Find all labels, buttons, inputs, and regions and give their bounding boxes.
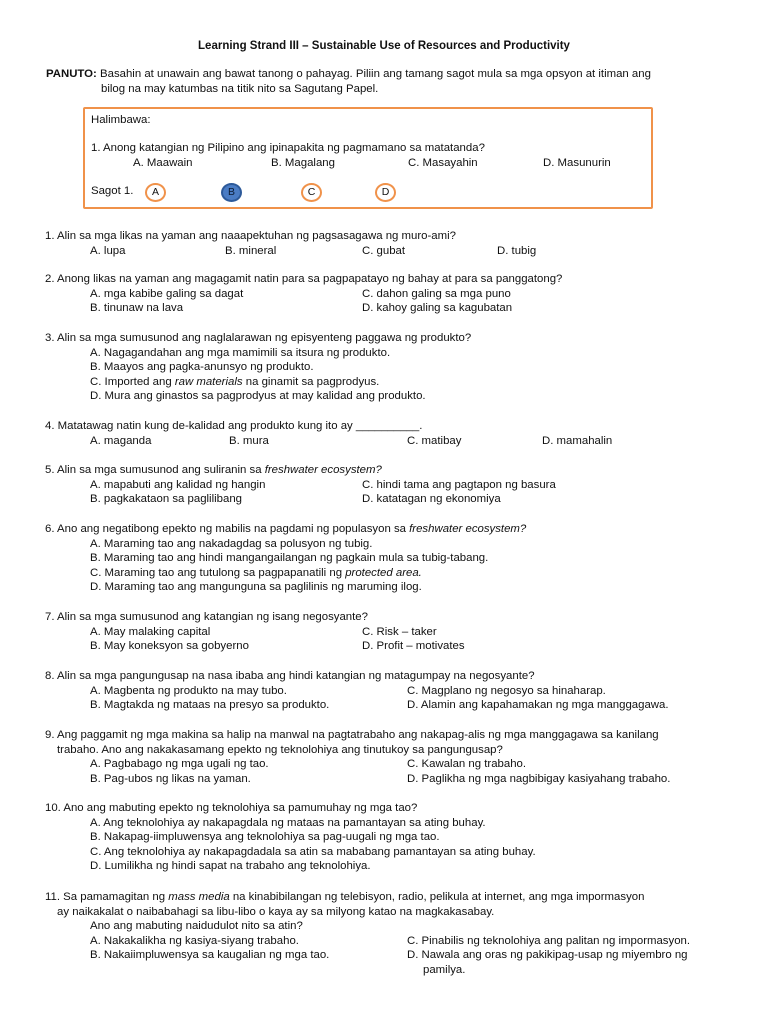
question-7 [45, 610, 735, 654]
option-d: D. kahoy galing sa kagubatan [362, 302, 513, 314]
option-a: A. Pagbabago ng mga ugali ng tao. [90, 758, 269, 770]
example-box [83, 107, 653, 209]
question-2 [45, 272, 735, 316]
question-8 [45, 669, 735, 713]
example-option-d: D. Masunurin [543, 157, 611, 169]
instructions-line-2: bilog na may katumbas na titik nito sa Sagutang Papel. [101, 83, 379, 95]
option-a: A. mapabuti ang kalidad ng hangin [90, 478, 266, 491]
option-b: B. Magtakda ng mataas na presyo sa produkto. [90, 699, 330, 711]
answer-bubble-d: D [375, 183, 396, 202]
question-1 [45, 229, 735, 258]
option-b: B. mineral [225, 244, 277, 257]
option-d: D. katatagan ng ekonomiya [362, 493, 501, 505]
question-stem: 11. Sa pamamagitan ng mass media na kinabibilangan ng telebisyon, radio, pelikula at internet, ang mga impormasyon [45, 891, 645, 903]
option-b: B. Nakapag-iimpluwensya ang teknolohiya sa pag-uugali ng mga tao. [90, 831, 440, 843]
question-stem: 6. Ano ang negatibong epekto ng mabilis na pagdami ng populasyon sa freshwater ecosystem? [45, 523, 527, 535]
example-option-b: B. Magalang [271, 157, 335, 169]
option-c: C. matibay [407, 434, 462, 447]
option-a: A. mga kabibe galing sa dagat [90, 287, 244, 300]
option-b: B. pagkakataon sa paglilibang [90, 493, 242, 505]
option-d: D. Lumilikha ng hindi sapat na trabaho ang teknolohiya. [90, 860, 371, 872]
question-stem: 1. Alin sa mga likas na yaman ang naaapektuhan ng pagsasagawa ng muro-ami? [45, 230, 456, 242]
option-d: D. tubig [497, 244, 537, 257]
question-stem-cont: ay naikakalat o naibabahagi sa libu-libo o kaya ay sa milyong katao na magkakasabay. [57, 905, 495, 918]
question-stem: 2. Anong likas na yaman ang magagamit natin para sa pagpapatayo ng bahay at para sa panggatong? [45, 273, 563, 285]
option-a: A. Nakakalikha ng kasiya-siyang trabaho. [90, 934, 299, 947]
example-option-a: A. Maawain [133, 157, 193, 169]
option-d: D. Mura ang ginastos sa pagprodyus at may kalidad ang produkto. [90, 390, 426, 402]
option-a: A. Magbenta ng produkto na may tubo. [90, 684, 287, 697]
option-d: D. Paglikha ng mga nagbibigay kasiyahang trabaho. [407, 772, 671, 785]
question-stem: 3. Alin sa mga sumusunod ang naglalarawan ng episyenteng paggawa ng produkto? [45, 332, 472, 344]
option-d: D. Maraming tao ang mangunguna sa paglilinis ng maruming ilog. [90, 581, 422, 593]
option-d: D. mamahalin [542, 434, 613, 447]
question-stem-sub: Ano ang mabuting naidudulot nito sa atin? [90, 920, 303, 932]
option-b: B. mura [229, 434, 269, 447]
option-c: C. gubat [362, 244, 406, 257]
option-b: B. Nakaiimpluwensya sa kaugalian ng mga tao. [90, 949, 330, 961]
question-stem: 9. Ang paggamit ng mga makina sa halip na manwal na pagtatrabaho ang nakapag-alis ng mga manggagawa sa kanilang [45, 729, 659, 741]
option-a: A. Maraming tao ang nakadagdag sa polusyon ng tubig. [90, 537, 373, 550]
question-5 [45, 463, 735, 507]
question-stem: 5. Alin sa mga sumusunod ang suliranin sa freshwater ecosystem? [45, 464, 382, 476]
example-question: 1. Anong katangian ng Pilipino ang ipinapakita ng pagmamano sa matatanda? [91, 142, 485, 154]
option-b: B. tinunaw na lava [90, 302, 184, 314]
option-c: C. Pinabilis ng teknolohiya ang palitan ng impormasyon. [407, 934, 691, 947]
option-b: B. May koneksyon sa gobyerno [90, 640, 249, 652]
option-c: C. Ang teknolohiya ay nakapagdadala sa atin sa mababang pamantayan sa ating buhay. [90, 845, 536, 858]
question-11 [45, 890, 735, 977]
answer-bubble-a: A [145, 183, 166, 202]
instructions [46, 67, 726, 97]
question-9 [45, 728, 735, 786]
option-d: D. Profit – motivates [362, 640, 465, 652]
example-option-c: C. Masayahin [408, 157, 478, 169]
option-c: C. Maraming tao ang tutulong sa pagpapanatili ng protected area. [90, 566, 422, 579]
question-stem: 10. Ano ang mabuting epekto ng teknolohiya sa pamumuhay ng mga tao? [45, 802, 418, 814]
option-a: A. maganda [90, 434, 152, 447]
option-c: C. Magplano ng negosyo sa hinaharap. [407, 684, 606, 697]
option-c: C. Risk – taker [362, 625, 437, 638]
option-b: B. Maraming tao ang hindi mangangailangan ng pagkain mula sa tubig-tabang. [90, 552, 489, 564]
option-c: C. dahon galing sa mga puno [362, 287, 511, 300]
question-stem: 8. Alin sa mga pangungusap na nasa ibaba ang hindi katangian ng matagumpay na negosyante? [45, 670, 535, 682]
instructions-line-1: Basahin at unawain ang bawat tanong o pahayag. Piliin ang tamang sagot mula sa mga opsyon at itiman ang [96, 68, 651, 80]
question-stem-cont: trabaho. Ano ang nakakasamang epekto ng teknolohiya ang tinutukoy sa pangungusap? [57, 743, 503, 756]
option-d: D. Alamin ang kapahamakan ng mga manggagawa. [407, 699, 669, 711]
option-c: C. hindi tama ang pagtapon ng basura [362, 478, 556, 491]
example-heading: Halimbawa: [91, 114, 151, 126]
answer-bubble-b-selected: B [221, 183, 242, 202]
option-d: D. Nawala ang oras ng pakikipag-usap ng miyembro ng [407, 949, 688, 961]
page-title: Learning Strand III – Sustainable Use of Resources and Productivity [198, 40, 570, 52]
question-3 [45, 331, 735, 404]
answer-label: Sagot 1. [91, 185, 134, 197]
question-4 [45, 419, 735, 448]
question-stem: 4. Matatawag natin kung de-kalidad ang produkto kung ito ay __________. [45, 420, 423, 432]
option-c: C. Imported ang raw materials na ginamit sa pagprodyus. [90, 375, 380, 388]
option-b: B. Pag-ubos ng likas na yaman. [90, 772, 251, 785]
question-6 [45, 522, 735, 595]
option-a: A. May malaking capital [90, 625, 211, 638]
question-stem: 7. Alin sa mga sumusunod ang katangian ng isang negosyante? [45, 611, 368, 623]
option-a: A. lupa [90, 244, 126, 257]
option-a: A. Ang teknolohiya ay nakapagdala ng mataas na pamantayan sa ating buhay. [90, 816, 486, 829]
option-b: B. Maayos ang pagka-anunsyo ng produkto. [90, 361, 314, 373]
option-c: C. Kawalan ng trabaho. [407, 758, 527, 770]
option-a: A. Nagagandahan ang mga mamimili sa itsura ng produkto. [90, 346, 391, 359]
option-d-cont: pamilya. [423, 963, 466, 976]
instructions-label: PANUTO: [46, 68, 97, 80]
question-10 [45, 801, 735, 874]
answer-bubble-c: C [301, 183, 322, 202]
